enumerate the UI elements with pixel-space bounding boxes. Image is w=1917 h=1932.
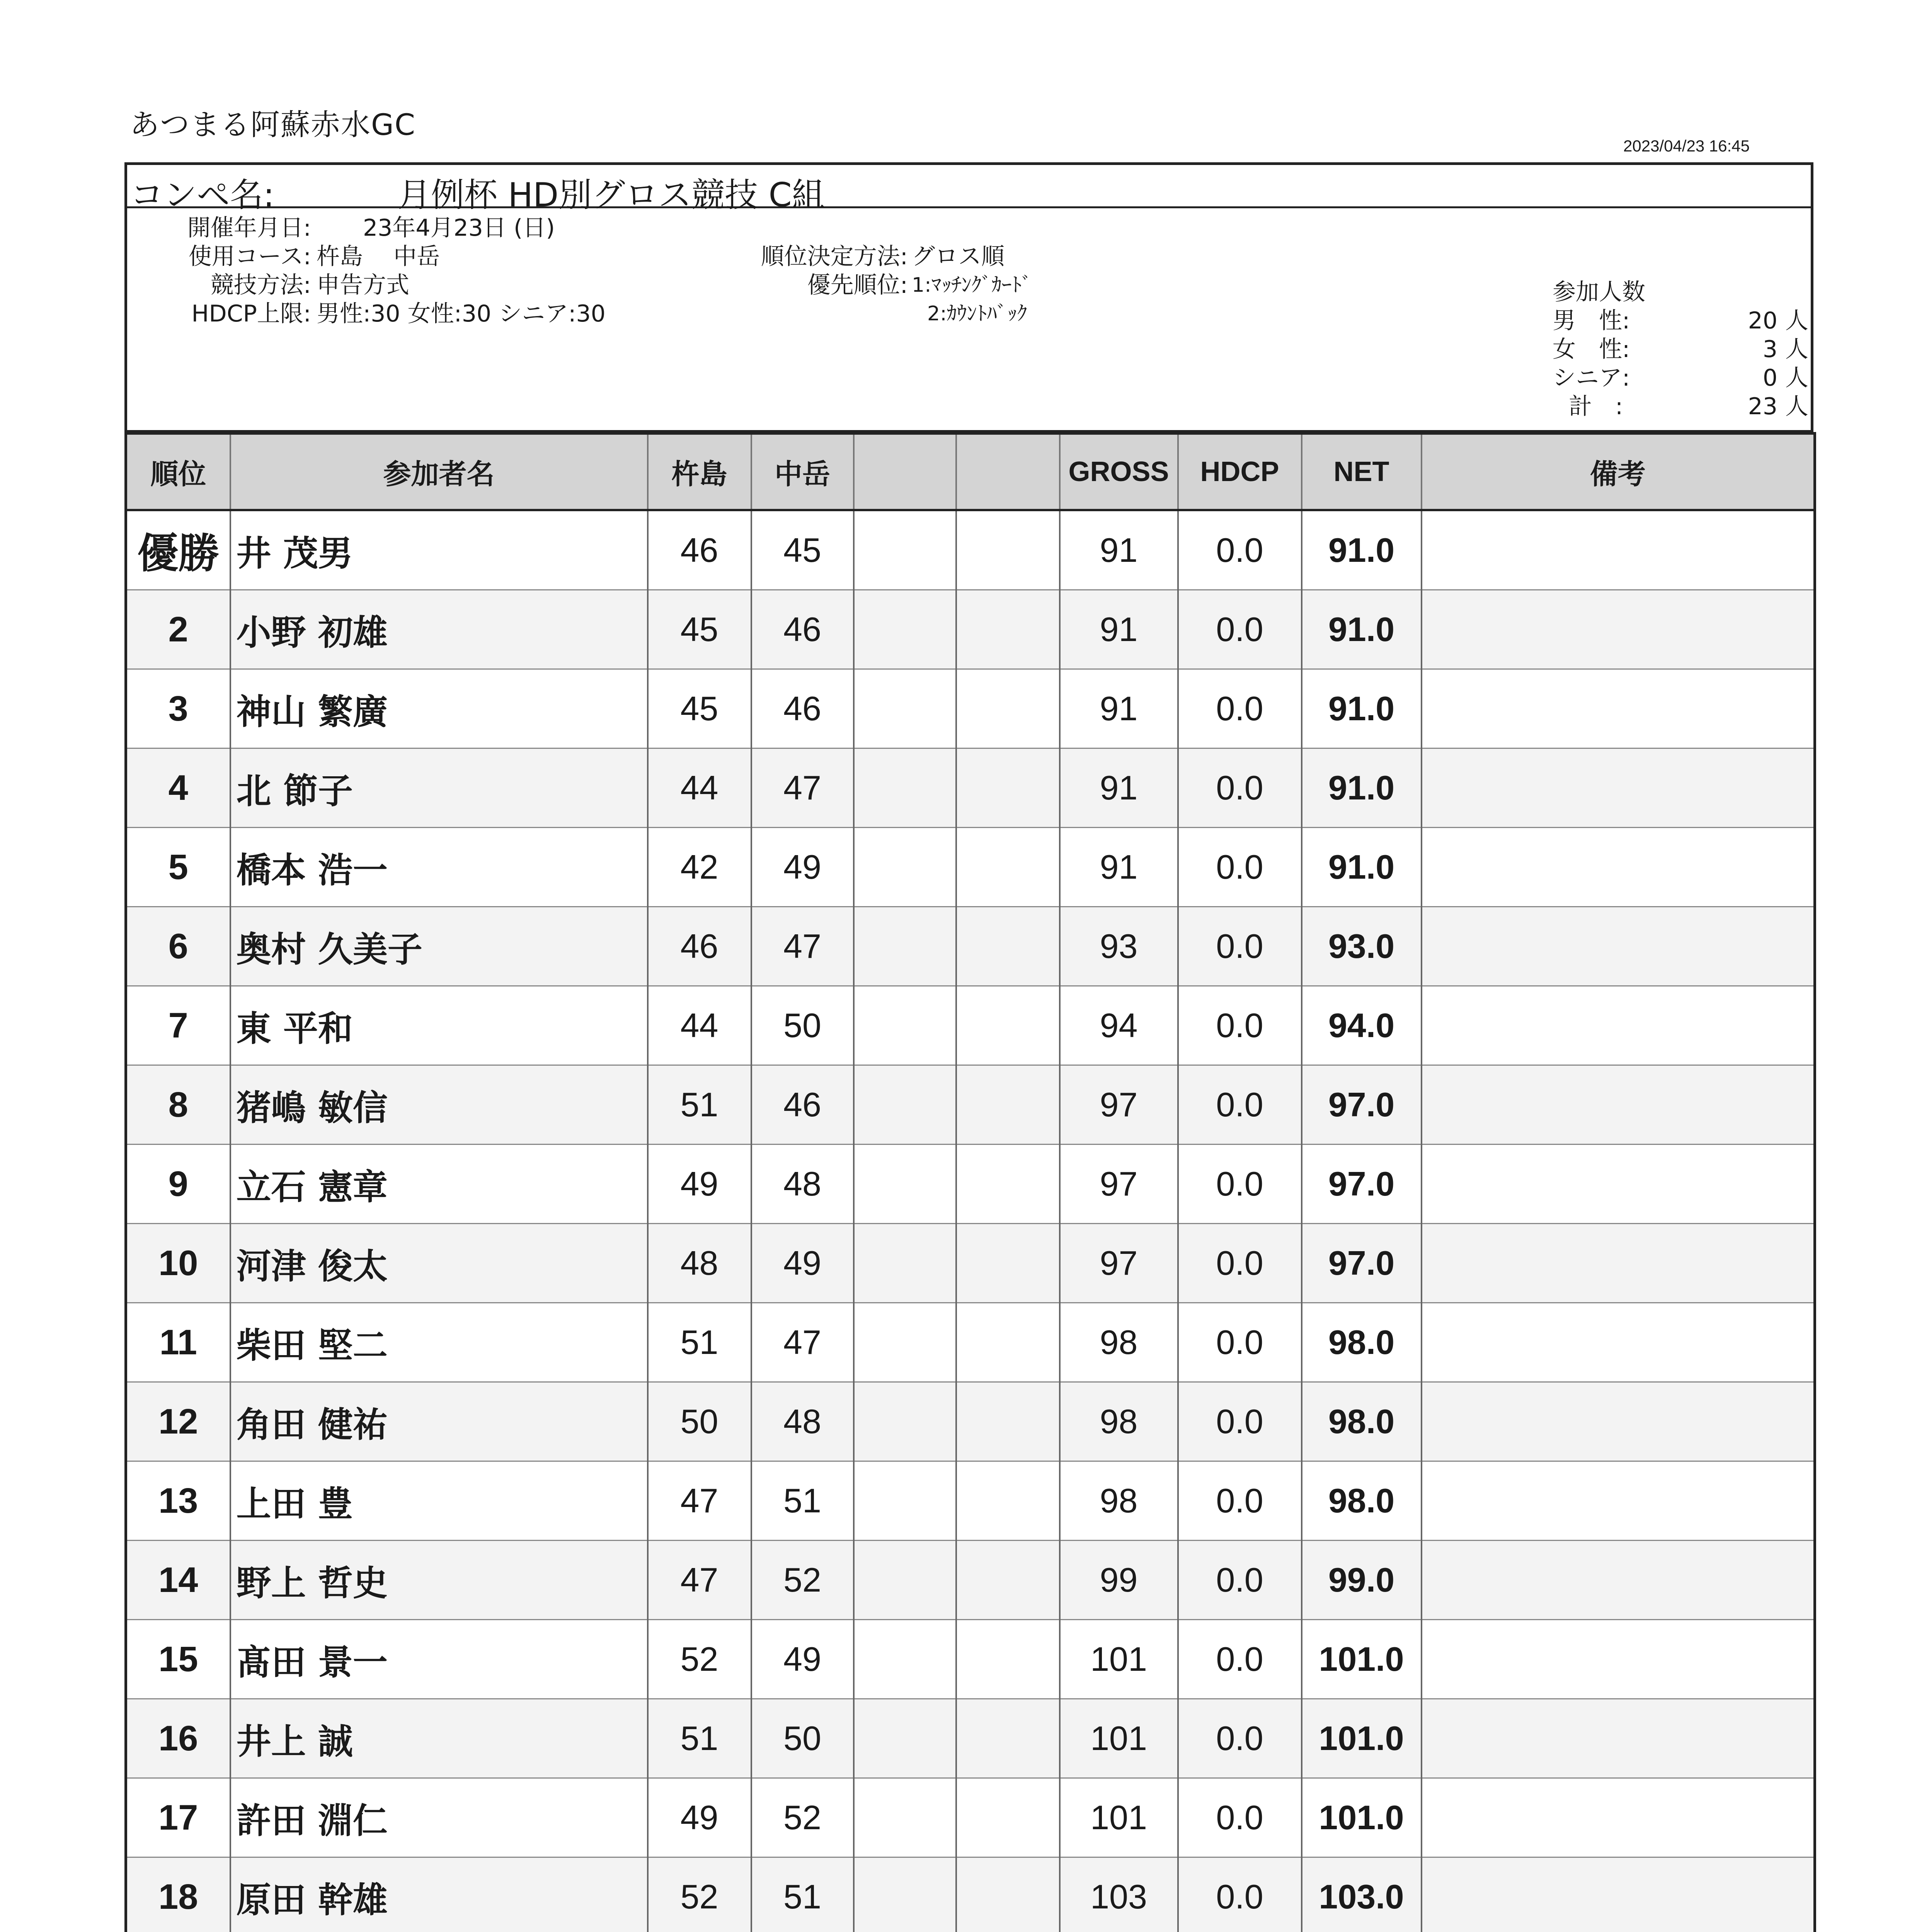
note-cell (1422, 828, 1815, 907)
net-cell: 103.0 (1302, 1857, 1422, 1932)
col-empty-header-2 (956, 434, 1060, 510)
empty-cell (956, 1857, 1060, 1932)
table-row (126, 828, 1815, 907)
hdcp-cell: 0.0 (1178, 1778, 1302, 1857)
course-value: 杵島 中岳 (317, 243, 440, 270)
note-cell (1422, 590, 1815, 669)
competition-label: コンペ名: (130, 176, 274, 214)
hdcp-cell: 0.0 (1178, 669, 1302, 748)
hdcp-cell: 0.0 (1178, 1065, 1302, 1145)
player-name-cell: 髙田 景一 (230, 1620, 648, 1699)
empty-cell (956, 669, 1060, 748)
in-score-cell: 49 (751, 828, 854, 907)
note-cell (1422, 1857, 1815, 1932)
ranking-method-value: グロス順 (912, 243, 1004, 270)
table-row (126, 748, 1815, 828)
table-row (126, 1699, 1815, 1778)
col-rank-header: 順位 (126, 434, 230, 510)
hdcp-cell: 0.0 (1178, 1620, 1302, 1699)
out-score-cell: 51 (648, 1303, 751, 1382)
player-name-cell: 東 平和 (230, 986, 648, 1065)
rank-cell: 14 (126, 1541, 230, 1620)
course-label: 使用コース: (188, 243, 311, 270)
competition-title-row (127, 165, 1811, 214)
out-score-cell: 44 (648, 748, 751, 828)
out-score-cell: 48 (648, 1224, 751, 1303)
player-name-cell: 猪嶋 敏信 (230, 1065, 648, 1145)
net-cell: 91.0 (1302, 590, 1422, 669)
out-score-cell: 52 (648, 1857, 751, 1932)
player-name-cell: 許田 淵仁 (230, 1778, 648, 1857)
net-cell: 91.0 (1302, 510, 1422, 590)
net-cell: 101.0 (1302, 1620, 1422, 1699)
hdcp-cell: 0.0 (1178, 907, 1302, 986)
table-row (126, 1620, 1815, 1699)
out-score-cell: 52 (648, 1620, 751, 1699)
date-label: 開催年月日: (187, 214, 311, 242)
in-score-cell: 47 (751, 907, 854, 986)
hdcp-cell: 0.0 (1178, 1699, 1302, 1778)
ranking-method-label: 順位決定方法: (761, 243, 908, 270)
empty-cell (854, 1541, 956, 1620)
empty-cell (956, 590, 1060, 669)
in-score-cell: 48 (751, 1382, 854, 1461)
note-cell (1422, 1303, 1815, 1382)
empty-cell (956, 1620, 1060, 1699)
hdcp-cell: 0.0 (1178, 1145, 1302, 1224)
note-cell (1422, 1461, 1815, 1541)
note-cell (1422, 1224, 1815, 1303)
empty-cell (956, 1065, 1060, 1145)
rank-cell: 11 (126, 1303, 230, 1382)
out-score-cell: 47 (648, 1541, 751, 1620)
hdcp-cell: 0.0 (1178, 510, 1302, 590)
empty-cell (956, 1461, 1060, 1541)
empty-cell (854, 1065, 956, 1145)
club-name: あつまる阿蘇赤水GC (130, 107, 416, 142)
rank-cell: 17 (126, 1778, 230, 1857)
method-value: 申告方式 (317, 272, 409, 299)
note-cell (1422, 1699, 1815, 1778)
participants-female-unit: 人 (1785, 336, 1808, 363)
player-name-cell: 原田 幹雄 (230, 1857, 648, 1932)
gross-cell: 94 (1060, 986, 1178, 1065)
player-name-cell: 河津 俊太 (230, 1224, 648, 1303)
net-cell: 98.0 (1302, 1382, 1422, 1461)
participants-total-label: 計 : (1569, 393, 1623, 420)
rank-cell: 13 (126, 1461, 230, 1541)
empty-cell (956, 1382, 1060, 1461)
gross-cell: 97 (1060, 1145, 1178, 1224)
in-score-cell: 45 (751, 510, 854, 590)
rank-cell: 4 (126, 748, 230, 828)
gross-cell: 98 (1060, 1461, 1178, 1541)
out-score-cell: 50 (648, 1382, 751, 1461)
net-cell: 94.0 (1302, 986, 1422, 1065)
gross-cell: 91 (1060, 748, 1178, 828)
participants-senior-unit: 人 (1785, 364, 1808, 391)
empty-cell (956, 1699, 1060, 1778)
player-name-cell: 橋本 浩一 (230, 828, 648, 907)
gross-cell: 91 (1060, 669, 1178, 748)
in-score-cell: 51 (751, 1461, 854, 1541)
rank-cell: 10 (126, 1224, 230, 1303)
empty-cell (956, 510, 1060, 590)
gross-cell: 97 (1060, 1065, 1178, 1145)
in-score-cell: 46 (751, 669, 854, 748)
in-score-cell: 47 (751, 748, 854, 828)
table-row (126, 590, 1815, 669)
empty-cell (854, 669, 956, 748)
table-row (126, 1065, 1815, 1145)
hdcp-cell: 0.0 (1178, 1461, 1302, 1541)
table-row (126, 1224, 1815, 1303)
note-cell (1422, 986, 1815, 1065)
empty-cell (854, 1145, 956, 1224)
col-empty-header-1 (854, 434, 956, 510)
player-name-cell: 奥村 久美子 (230, 907, 648, 986)
empty-cell (854, 828, 956, 907)
rank-cell: 15 (126, 1620, 230, 1699)
player-name-cell: 神山 繁廣 (230, 669, 648, 748)
note-cell (1422, 1541, 1815, 1620)
note-cell (1422, 1065, 1815, 1145)
gross-cell: 97 (1060, 1224, 1178, 1303)
participants-male-label: 男 性: (1553, 307, 1630, 334)
in-score-cell: 49 (751, 1620, 854, 1699)
hdcp-cell: 0.0 (1178, 986, 1302, 1065)
player-name-cell: 小野 初雄 (230, 590, 648, 669)
hdcp-cell: 0.0 (1178, 1857, 1302, 1932)
net-cell: 97.0 (1302, 1145, 1422, 1224)
net-cell: 98.0 (1302, 1303, 1422, 1382)
out-score-cell: 51 (648, 1065, 751, 1145)
table-row (126, 1382, 1815, 1461)
date-value: 23年4月23日 (日) (363, 214, 555, 242)
in-score-cell: 46 (751, 590, 854, 669)
gross-cell: 101 (1060, 1620, 1178, 1699)
rank-cell: 優勝 (126, 510, 230, 590)
empty-cell (854, 1778, 956, 1857)
out-score-cell: 51 (648, 1699, 751, 1778)
empty-cell (854, 1303, 956, 1382)
player-name-cell: 上田 豊 (230, 1461, 648, 1541)
table-row (126, 986, 1815, 1065)
note-cell (1422, 669, 1815, 748)
rank-cell: 16 (126, 1699, 230, 1778)
table-row (126, 510, 1815, 590)
rank-cell: 5 (126, 828, 230, 907)
hdcp-cell: 0.0 (1178, 748, 1302, 828)
hdcp-cell: 0.0 (1178, 1382, 1302, 1461)
net-cell: 91.0 (1302, 748, 1422, 828)
note-cell (1422, 510, 1815, 590)
empty-cell (956, 986, 1060, 1065)
player-name-cell: 野上 哲史 (230, 1541, 648, 1620)
net-cell: 97.0 (1302, 1224, 1422, 1303)
out-score-cell: 47 (648, 1461, 751, 1541)
empty-cell (854, 1224, 956, 1303)
net-cell: 93.0 (1302, 907, 1422, 986)
gross-cell: 101 (1060, 1778, 1178, 1857)
out-score-cell: 42 (648, 828, 751, 907)
net-cell: 98.0 (1302, 1461, 1422, 1541)
table-row (126, 1541, 1815, 1620)
participants-title: 参加人数 (1553, 279, 1645, 306)
net-cell: 101.0 (1302, 1778, 1422, 1857)
empty-cell (854, 1382, 956, 1461)
participants-total-count: 23 (1748, 393, 1777, 420)
empty-cell (956, 1778, 1060, 1857)
player-name-cell: 北 節子 (230, 748, 648, 828)
table-row (126, 1778, 1815, 1857)
in-score-cell: 50 (751, 986, 854, 1065)
out-score-cell: 44 (648, 986, 751, 1065)
hdcp-label: HDCP上限: (191, 300, 311, 327)
net-cell: 91.0 (1302, 669, 1422, 748)
out-score-cell: 45 (648, 590, 751, 669)
rank-cell: 9 (126, 1145, 230, 1224)
out-score-cell: 46 (648, 907, 751, 986)
gross-cell: 101 (1060, 1699, 1178, 1778)
table-row (126, 1145, 1815, 1224)
empty-cell (854, 1699, 956, 1778)
gross-cell: 98 (1060, 1303, 1178, 1382)
empty-cell (956, 828, 1060, 907)
empty-cell (956, 748, 1060, 828)
results-table (124, 432, 1816, 1932)
in-score-cell: 48 (751, 1145, 854, 1224)
col-in-header: 中岳 (751, 434, 854, 510)
participants-total-unit: 人 (1785, 393, 1808, 420)
participants-male-unit: 人 (1785, 307, 1808, 334)
table-row (126, 907, 1815, 986)
hdcp-cell: 0.0 (1178, 1541, 1302, 1620)
rank-cell: 3 (126, 669, 230, 748)
empty-cell (854, 510, 956, 590)
gross-cell: 91 (1060, 828, 1178, 907)
empty-cell (956, 907, 1060, 986)
participants-female-label: 女 性: (1553, 336, 1630, 363)
hdcp-value: 男性:30 女性:30 シニア:30 (317, 300, 606, 327)
in-score-cell: 47 (751, 1303, 854, 1382)
priority-label: 優先順位: (807, 272, 908, 299)
gross-cell: 93 (1060, 907, 1178, 986)
gross-cell: 103 (1060, 1857, 1178, 1932)
in-score-cell: 49 (751, 1224, 854, 1303)
net-cell: 91.0 (1302, 828, 1422, 907)
out-score-cell: 49 (648, 1145, 751, 1224)
gross-cell: 98 (1060, 1382, 1178, 1461)
col-net-header: NET (1302, 434, 1422, 510)
player-name-cell: 井 茂男 (230, 510, 648, 590)
table-row (126, 1461, 1815, 1541)
in-score-cell: 50 (751, 1699, 854, 1778)
priority-1: 1:ﾏｯﾁﾝｸﾞｶｰﾄﾞ (912, 274, 1032, 297)
net-cell: 99.0 (1302, 1541, 1422, 1620)
note-cell (1422, 1382, 1815, 1461)
player-name-cell: 柴田 堅二 (230, 1303, 648, 1382)
empty-cell (956, 1541, 1060, 1620)
player-name-cell: 立石 憲章 (230, 1145, 648, 1224)
empty-cell (956, 1145, 1060, 1224)
col-hdcp-header: HDCP (1178, 434, 1302, 510)
col-note-header: 備考 (1422, 434, 1815, 510)
table-header-row (126, 434, 1815, 510)
gross-cell: 91 (1060, 510, 1178, 590)
table-row (126, 1303, 1815, 1382)
rank-cell: 12 (126, 1382, 230, 1461)
method-label: 競技方法: (210, 272, 311, 299)
participants-senior-count: 0 (1762, 364, 1777, 391)
note-cell (1422, 1620, 1815, 1699)
competition-info-box (124, 162, 1813, 433)
print-datetime: 2023/04/23 16:45 (1623, 137, 1750, 155)
rank-cell: 2 (126, 590, 230, 669)
table-row (126, 1857, 1815, 1932)
net-cell: 101.0 (1302, 1699, 1422, 1778)
in-score-cell: 46 (751, 1065, 854, 1145)
empty-cell (854, 748, 956, 828)
empty-cell (854, 590, 956, 669)
rank-cell: 18 (126, 1857, 230, 1932)
hdcp-cell: 0.0 (1178, 590, 1302, 669)
empty-cell (854, 1620, 956, 1699)
hdcp-cell: 0.0 (1178, 1303, 1302, 1382)
gross-cell: 99 (1060, 1541, 1178, 1620)
empty-cell (854, 986, 956, 1065)
note-cell (1422, 748, 1815, 828)
table-row (126, 669, 1815, 748)
net-cell: 97.0 (1302, 1065, 1422, 1145)
player-name-cell: 井上 誠 (230, 1699, 648, 1778)
rank-cell: 6 (126, 907, 230, 986)
out-score-cell: 49 (648, 1778, 751, 1857)
note-cell (1422, 1778, 1815, 1857)
hdcp-cell: 0.0 (1178, 828, 1302, 907)
empty-cell (854, 1857, 956, 1932)
rank-cell: 7 (126, 986, 230, 1065)
in-score-cell: 52 (751, 1778, 854, 1857)
empty-cell (854, 1461, 956, 1541)
competition-name: 月例杯 HD別グロス競技 C組 (398, 176, 825, 214)
in-score-cell: 52 (751, 1541, 854, 1620)
empty-cell (956, 1303, 1060, 1382)
participants-male-count: 20 (1748, 307, 1777, 334)
rank-cell: 8 (126, 1065, 230, 1145)
player-name-cell: 角田 健祐 (230, 1382, 648, 1461)
note-cell (1422, 1145, 1815, 1224)
gross-cell: 91 (1060, 590, 1178, 669)
participants-female-count: 3 (1762, 336, 1777, 363)
priority-2: 2:ｶｳﾝﾄﾊﾞｯｸ (927, 302, 1027, 325)
participants-senior-label: シニア: (1553, 364, 1630, 391)
note-cell (1422, 907, 1815, 986)
out-score-cell: 46 (648, 510, 751, 590)
in-score-cell: 51 (751, 1857, 854, 1932)
col-gross-header: GROSS (1060, 434, 1178, 510)
col-out-header: 杵島 (648, 434, 751, 510)
col-name-header: 参加者名 (230, 434, 648, 510)
out-score-cell: 45 (648, 669, 751, 748)
empty-cell (854, 907, 956, 986)
hdcp-cell: 0.0 (1178, 1224, 1302, 1303)
empty-cell (956, 1224, 1060, 1303)
